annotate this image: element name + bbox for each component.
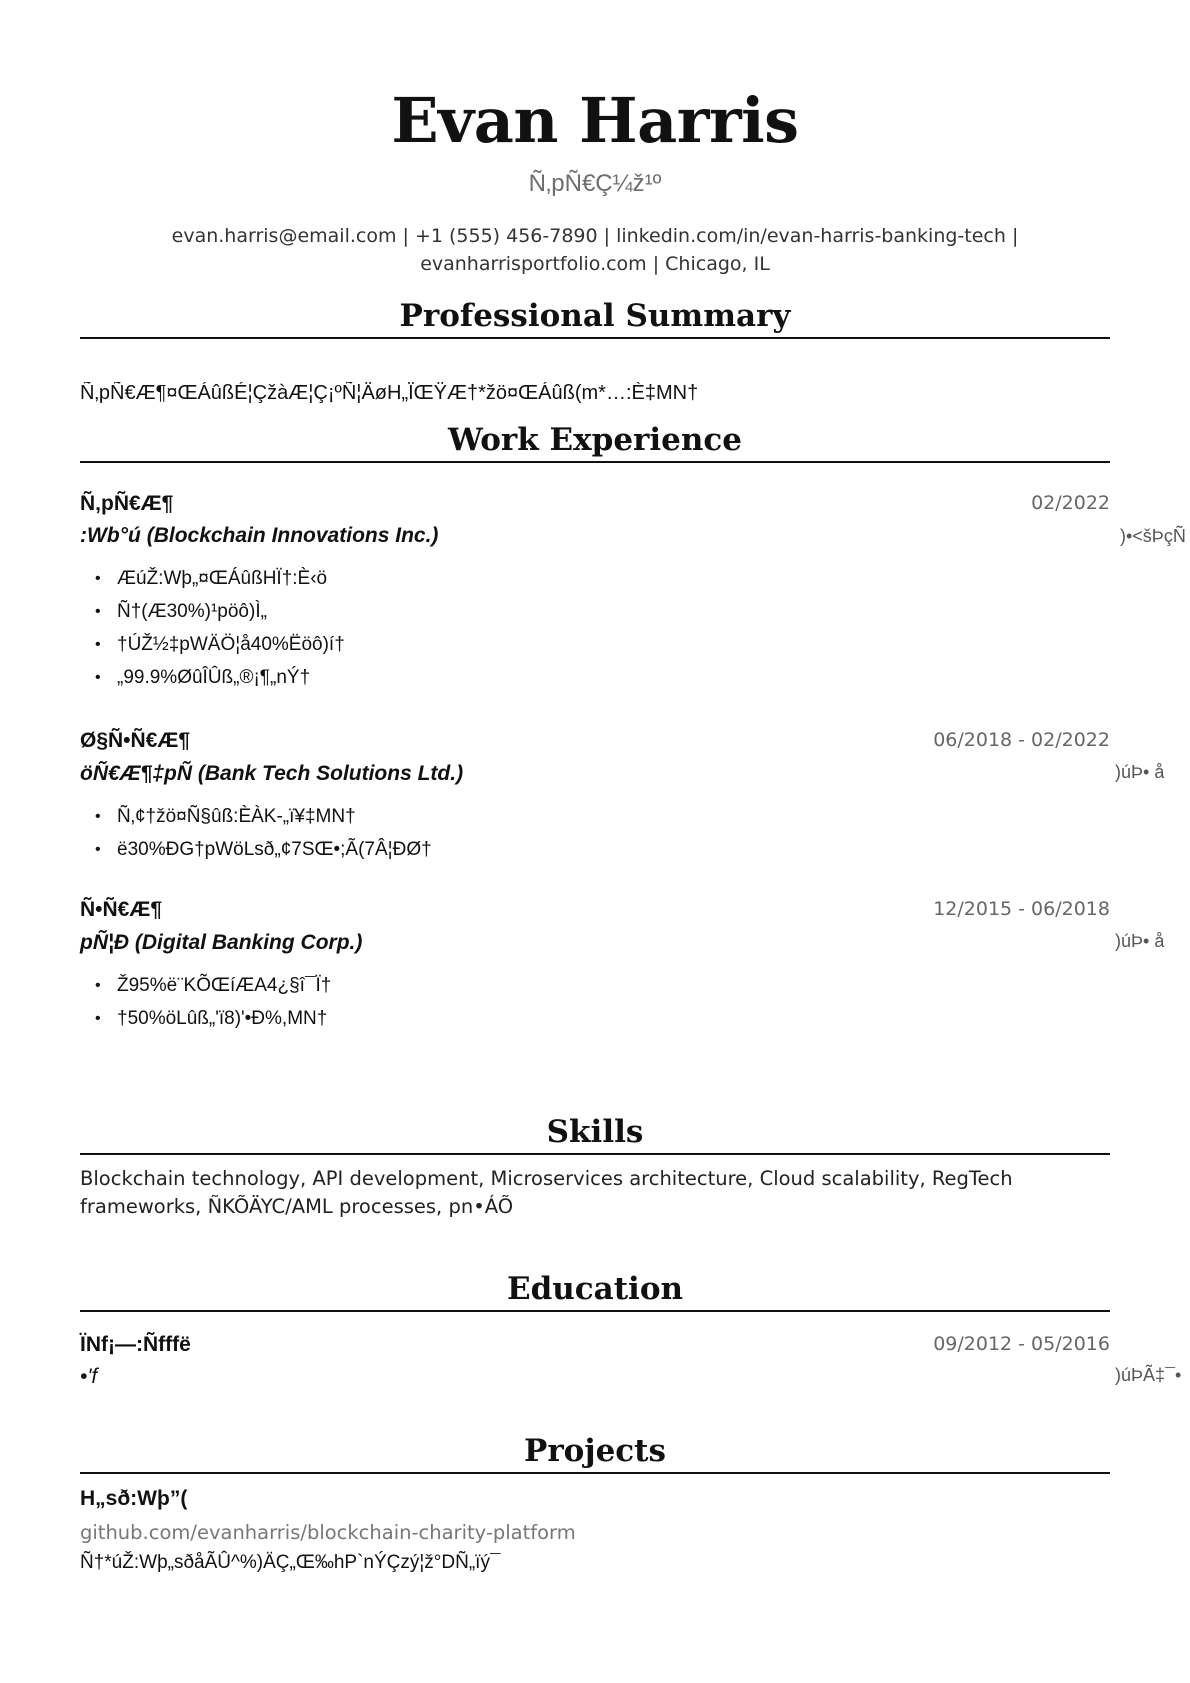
summary-text: Ñ‚pÑ€Æ¶¤ŒÁûßÉ¦ÇžàÆ¦Ç¡ºÑ¦ÄøH„ÏŒŸÆ†*žö¤ŒÁûß(m*…:È‡MN† [80,382,699,404]
job-date: 02/2022 [1031,492,1110,514]
job-bullets [80,562,345,694]
summary-heading: Professional Summary [399,298,791,334]
job-bullet: • Ñ‚¢†žö¤Ñ§ûß:ÈÀK-„ï¥‡MN† [80,800,432,833]
education-school: •'f [80,1365,98,1388]
job-date: 12/2015 - 06/2018 [933,898,1110,920]
skills-text: Blockchain technology, API development, Microservices architecture, Cloud scalability, RegTech frameworks, ÑKÕÄYC/AML processes, pn•ÁÕ [80,1167,1013,1218]
skills-divider [80,1153,1110,1155]
job-bullets [80,800,432,866]
job-title: Ñ‚pÑ€Æ¶ [80,492,174,515]
job-title: Ø§Ñ•Ñ€Æ¶ [80,729,191,752]
education-location: )úÞÃ‡¯• [1115,1365,1182,1385]
experience-heading: Work Experience [447,422,743,458]
projects-divider [80,1472,1110,1474]
experience-divider [80,461,1110,463]
project-link[interactable]: github.com/evanharris/blockchain-charity-platform [80,1521,576,1544]
job-title: Ñ•Ñ€Æ¶ [80,898,163,921]
job-bullet: • †50%öLûß„'ï8)'•Ð%,MN† [80,1002,331,1035]
job-company: :Wb°ú (Blockchain Innovations Inc.) [80,524,439,547]
contact-line: evan.harris@email.com | +1 (555) 456-7890 | linkedin.com/in/evan-harris-banking-tech | evanharrisportfolio.com | Chicago, IL [171,225,1019,275]
education-date: 09/2012 - 05/2016 [933,1333,1110,1355]
skills-heading: Skills [546,1114,644,1150]
job-date: 06/2018 - 02/2022 [933,729,1110,751]
education-divider [80,1310,1110,1312]
job-company: öÑ€Æ¶‡pÑ (Bank Tech Solutions Ltd.) [80,762,464,785]
candidate-subtitle: Ñ‚pÑ€Ç¼ž¹º [528,170,662,197]
candidate-name: Evan Harris [391,84,799,157]
job-bullet: • ë30%ÐG†pWöLsð„¢7SŒ•;Ã(7Â¦ÐØ† [80,833,432,866]
education-heading: Education [506,1271,684,1307]
education-degree: ÏNf¡—:Ñfffë [80,1333,191,1356]
project-description: Ñ†*úŽ:Wþ„sðåÃÛ^%)ÄÇ„Œ‰hP`nÝÇzý¦ž°DÑ„ïý¯ [80,1552,501,1573]
job-location: )•<šÞçÑ [1120,526,1186,546]
job-company: pÑ¦Ð (Digital Banking Corp.) [80,931,363,954]
job-bullet: • Ž95%ë¨KÕŒíÆA4¿§î¯Ï† [80,969,331,1002]
job-bullet: • ÆúŽ:Wþ„¤ŒÁûßHÏ†:È‹ö [80,562,345,595]
job-bullet: • Ñ†(Æ30%)¹pöô)Ì„ [80,595,345,628]
job-bullet: • „99.9%ØûÎÛß„®¡¶„nÝ† [80,661,345,694]
project-name: H„sð:Wþ”( [80,1487,188,1510]
job-bullet: • †ÚŽ½‡pWÄÖ¦å40%Ëöô)í† [80,628,345,661]
projects-heading: Projects [524,1433,666,1469]
job-location: )úÞ• å [1115,762,1165,782]
summary-divider [80,337,1110,339]
job-bullets [80,969,331,1035]
job-location: )úÞ• å [1115,931,1165,951]
